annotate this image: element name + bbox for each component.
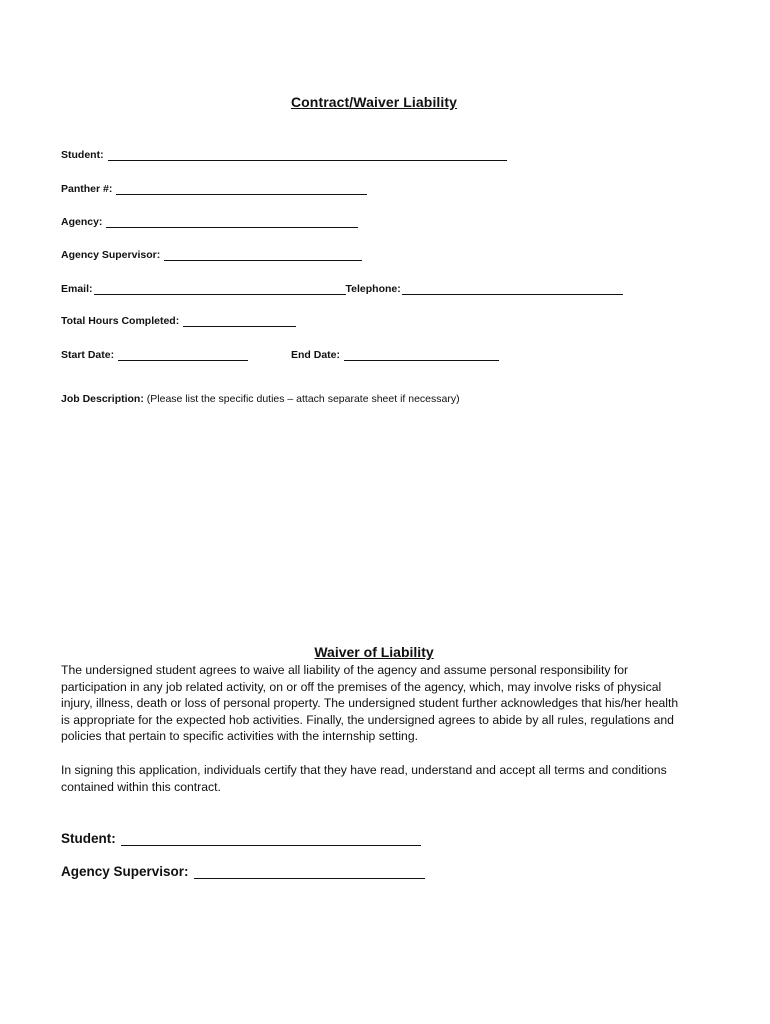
- certification-text: In signing this application, individuals certify that they have read, understand and accept all terms and conditions contained within this contract.: [61, 763, 667, 794]
- agency-supervisor-label: Agency Supervisor:: [61, 249, 161, 261]
- email-input-line[interactable]: [94, 283, 346, 295]
- waiver-title: Waiver of Liability: [314, 644, 434, 660]
- start-date-input-line[interactable]: [118, 349, 248, 361]
- agency-supervisor-input-line[interactable]: [164, 249, 362, 261]
- page-title: Contract/Waiver Liability: [290, 94, 458, 110]
- student-input-line[interactable]: [108, 149, 507, 161]
- agency-supervisor-field[interactable]: [61, 245, 362, 261]
- agency-supervisor-signature-line[interactable]: [194, 864, 425, 879]
- telephone-label: Telephone:: [345, 283, 401, 295]
- end-date-label: End Date:: [291, 349, 341, 361]
- telephone-input-line[interactable]: [402, 283, 623, 295]
- student-signature-field[interactable]: [61, 826, 421, 846]
- email-telephone-row: [61, 279, 623, 295]
- job-description-hint: (Please list the specific duties – attach separate sheet if necessary): [146, 393, 460, 405]
- total-hours-field[interactable]: [61, 311, 296, 327]
- job-description-label: Job Description:: [61, 393, 144, 405]
- panther-number-field[interactable]: [61, 179, 367, 195]
- panther-number-label: Panther #:: [61, 183, 113, 195]
- start-date-field[interactable]: [61, 345, 248, 361]
- total-hours-input-line[interactable]: [183, 315, 296, 327]
- agency-supervisor-signature-label: Agency Supervisor:: [61, 864, 189, 879]
- student-signature-line[interactable]: [121, 831, 421, 846]
- total-hours-label: Total Hours Completed:: [61, 315, 180, 327]
- agency-label: Agency:: [61, 216, 103, 228]
- end-date-input-line[interactable]: [344, 349, 499, 361]
- waiver-body: The undersigned student agrees to waive all liability of the agency and assume personal responsibility for participation in any job related activity, on or off the premises of the agency, which, may involve risks of physical injury, illness, death or loss of personal property. The undersigned student further acknowledges that his/her health is appropriate for the expected hob activities. Finally, the undersigned agrees to abide by all rules, regulations and policies that pertain to specific activities with the internship setting.: [61, 663, 679, 744]
- student-field[interactable]: [61, 145, 507, 161]
- agency-field[interactable]: [61, 212, 358, 228]
- job-description: [61, 393, 460, 405]
- end-date-field[interactable]: [291, 345, 499, 361]
- panther-number-input-line[interactable]: [116, 183, 367, 195]
- start-date-label: Start Date:: [61, 349, 115, 361]
- agency-supervisor-signature-field[interactable]: [61, 859, 425, 879]
- student-signature-label: Student:: [61, 831, 116, 846]
- student-label: Student:: [61, 149, 104, 161]
- email-label: Email:: [61, 283, 93, 295]
- agency-input-line[interactable]: [106, 216, 358, 228]
